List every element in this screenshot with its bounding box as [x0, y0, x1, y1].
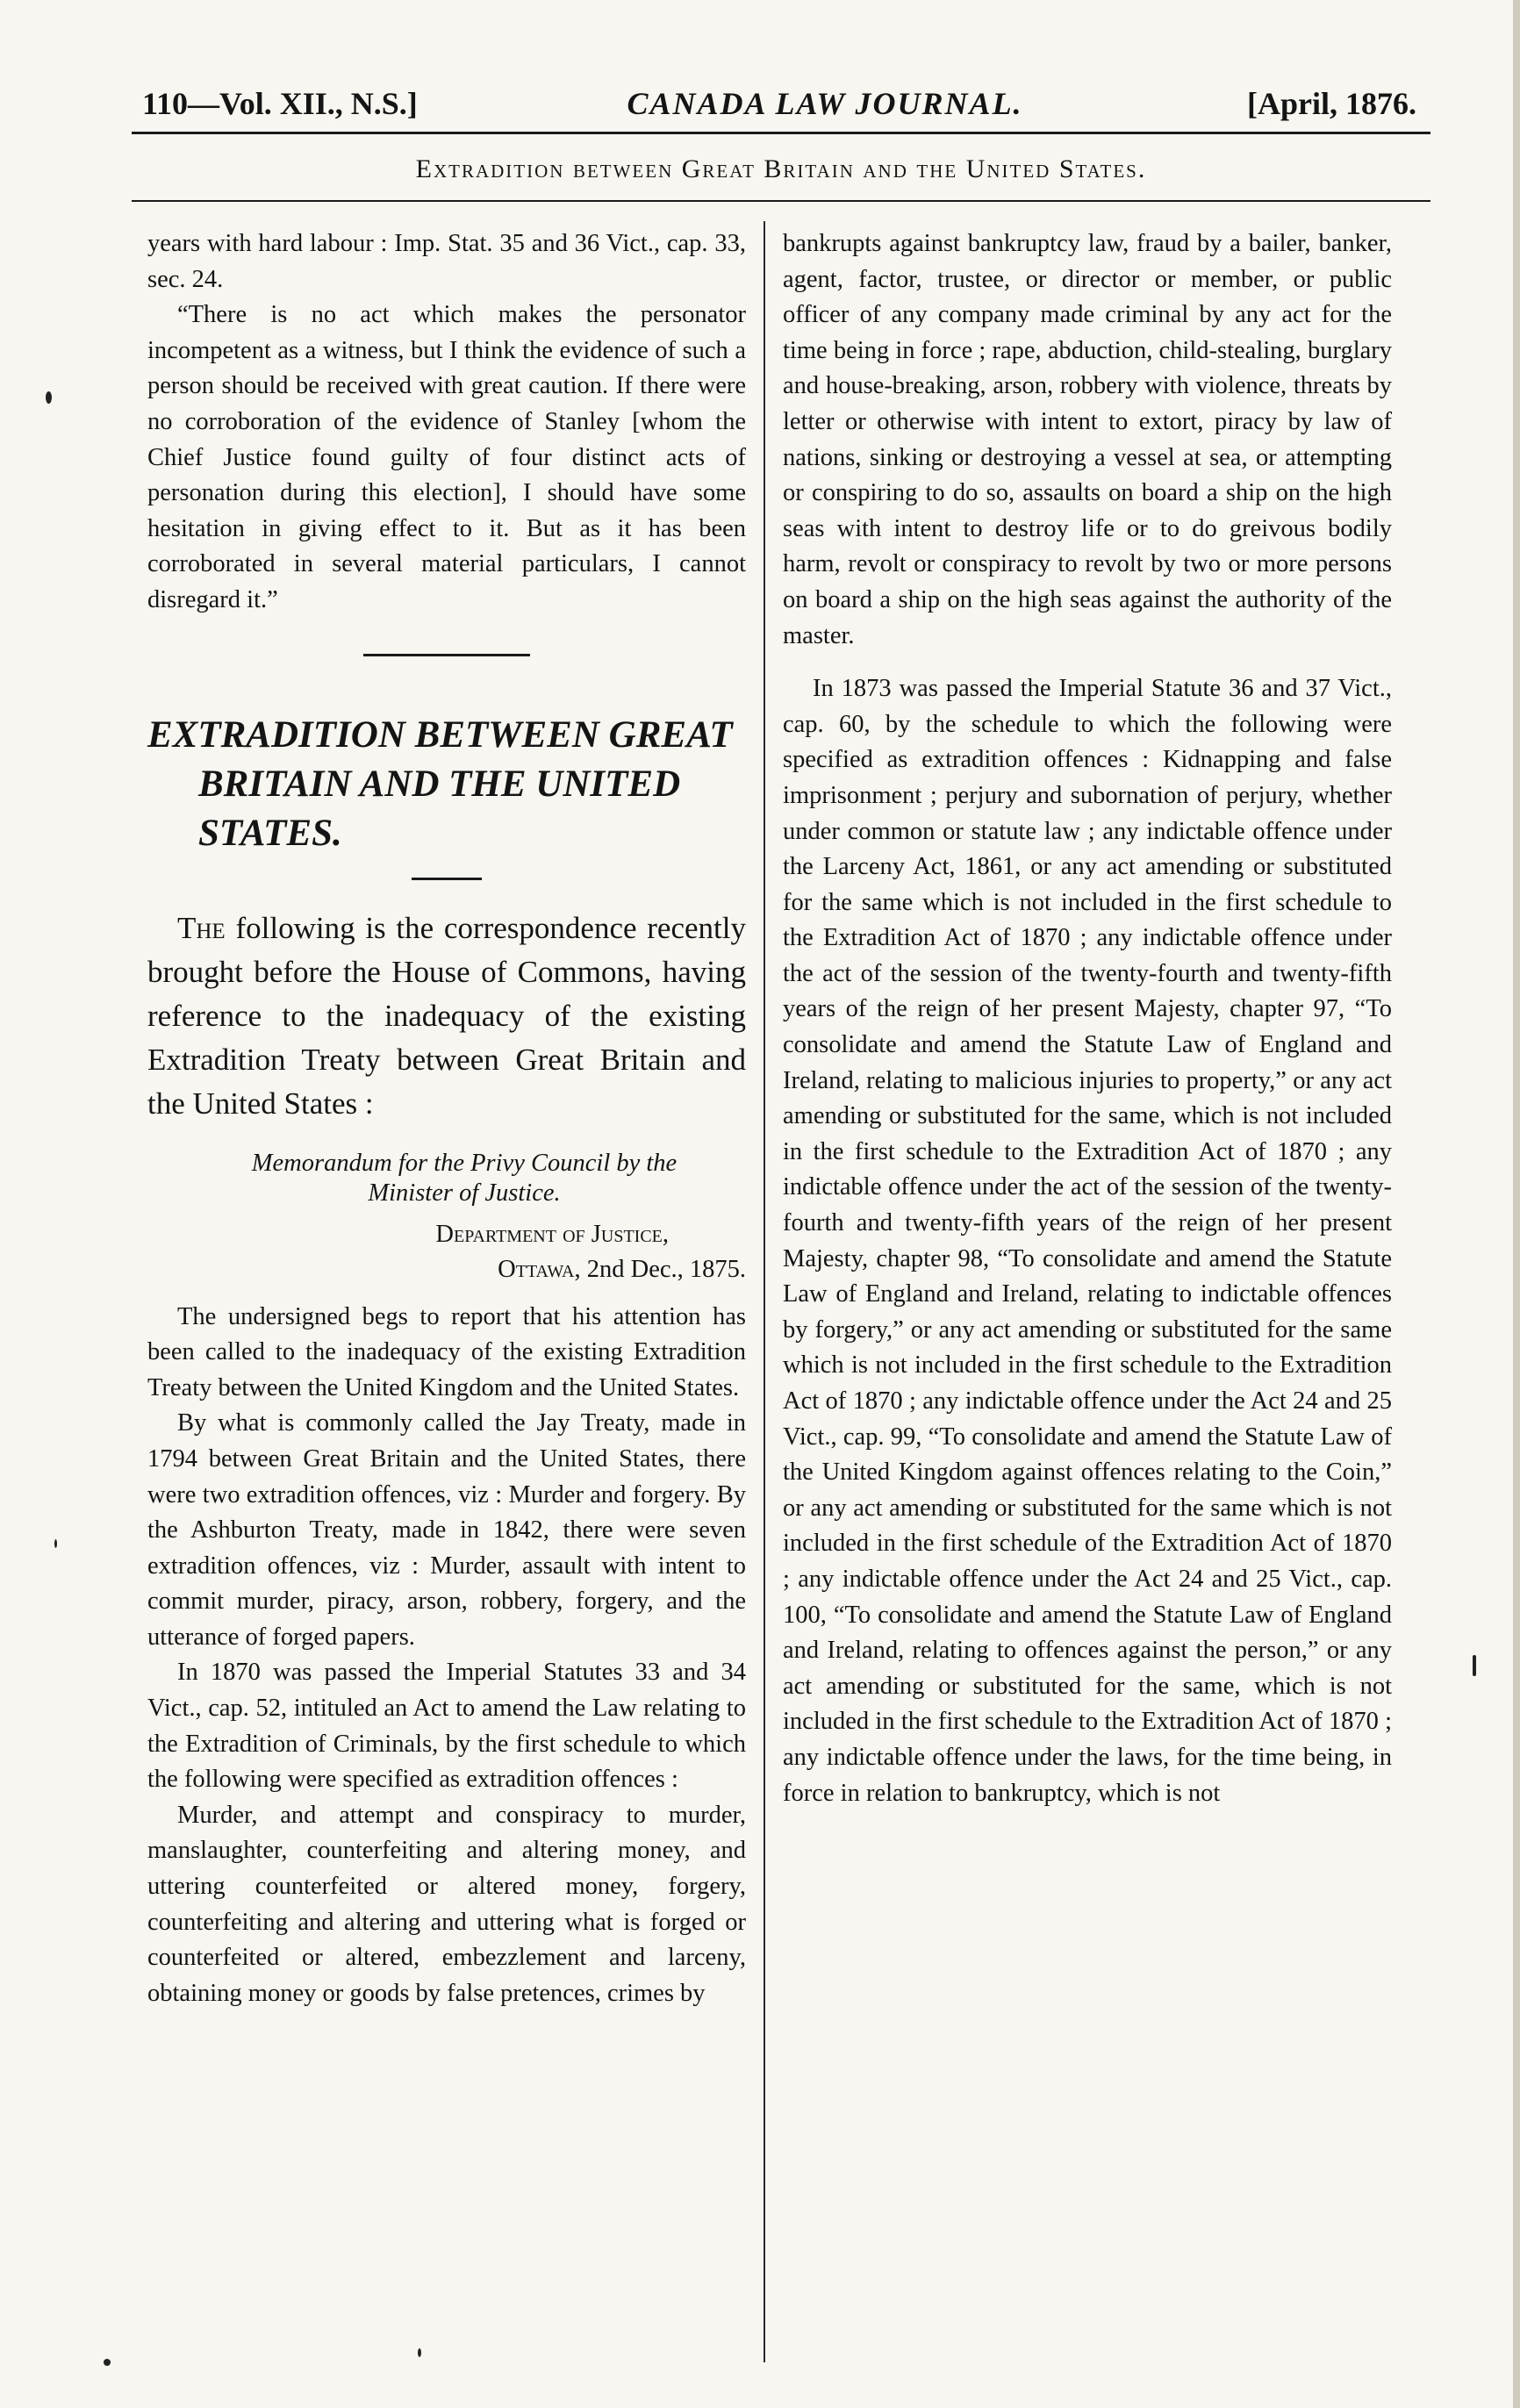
section-title: Extradition between Great Britain and the United States.	[415, 154, 1147, 183]
body-paragraph: bankrupts against bankruptcy law, fraud by a bailer, banker, agent, factor, trustee, or director or member, or public officer of any company made criminal by any act for the time being in force ; rape, abduction, child-stealing, burglary and house-breaking, arson, robbery with violence, threats by letter or otherwise with intent to extort, piracy by law of nations, sinking or destroying a vessel at sea, or attempting or conspiring to do so, assaults on board a ship on the high seas with intent to destroy life or to do greivous bodily harm, revolt or conspiracy to revolt by two or more persons on board a ship on the high seas against the authority of the master.	[783, 230, 1392, 649]
section-rule	[132, 200, 1430, 202]
place-date: 2nd Dec., 1875.	[580, 1255, 746, 1283]
title-rule	[412, 878, 482, 880]
article-separator-rule	[363, 654, 530, 656]
body-paragraph: In 1870 was passed the Imperial Statutes 33 and 34 Vict., cap. 52, intituled an Act to amend the Law relating to the Extradition of Criminals, by the first schedule to which the following were specified as extradition offences :	[147, 1659, 746, 1794]
right-column	[783, 226, 1392, 1811]
page-edge	[1513, 0, 1520, 2408]
running-head	[132, 77, 1430, 130]
place-city: Ottawa,	[498, 1255, 581, 1283]
article-title-line-1: EXTRADITION BETWEEN GREAT	[147, 713, 733, 756]
left-column	[147, 226, 746, 2011]
memorandum-line-2: Minister of Justice.	[368, 1179, 561, 1207]
department-line: Department of Justice,	[435, 1220, 669, 1248]
issue-date: [April, 1876.	[1247, 86, 1416, 121]
article-title	[147, 711, 746, 858]
journal-title: CANADA LAW JOURNAL.	[627, 86, 1023, 121]
paragraph-gap	[783, 654, 1392, 671]
intro-first-word: The	[177, 910, 226, 945]
column-separator	[764, 221, 765, 2362]
memorandum-heading	[183, 1149, 746, 1208]
scan-speck	[1473, 1655, 1476, 1676]
scan-speck	[54, 1539, 57, 1548]
body-paragraph: By what is commonly called the Jay Treaty, made in 1794 between Great Britain and the United States, there were two extradition offences, viz : Murder and forgery. By the Ashburton Treaty, made in 1842, there were seven extradition offences, viz : Murder, assault with intent to commit murder, piracy, arson, robbery, forgery, and the utterance of forged papers.	[147, 1409, 746, 1651]
place-date-line	[147, 1252, 746, 1287]
body-paragraph: The undersigned begs to report that his attention has been called to the inadequacy of the existing Extradition Treaty between the United Kingdom and the United States.	[147, 1302, 746, 1401]
continuation-paragraph: years with hard labour : Imp. Stat. 35 and 36 Vict., cap. 33, sec. 24.	[147, 230, 746, 293]
scan-speck	[104, 2359, 111, 2366]
page-number-volume: 110—Vol. XII., N.S.]	[142, 86, 418, 121]
scan-speck	[418, 2348, 421, 2357]
memorandum-line-1: Memorandum for the Privy Council by the	[251, 1149, 678, 1177]
scan-speck	[46, 391, 52, 404]
article-title-line-2: BRITAIN AND THE UNITED STATES.	[198, 763, 681, 854]
intro-text: following is the correspondence recently brought before the House of Commons, having reference to the inadequacy of the existing Extradition Treaty between Great Britain and the United States :	[147, 910, 746, 1121]
quotation-paragraph: “There is no act which makes the personator incompetent as a witness, but I think the evidence of such a person should be received with great caution. If there were no corroboration of the evidence of Stanley [whom the Chief Justice found guilty of four distinct acts of personation during this election], I should have some hesitation in giving effect to it. But as it has been corroborated in several material particulars, I cannot disregard it.”	[147, 301, 746, 613]
body-paragraph: Murder, and attempt and conspiracy to murder, manslaughter, counterfeiting and altering money, and uttering counterfeited or altered money, forgery, counterfeiting and altering and uttering what is forged or counterfeited or altered, embezzlement and larceny, obtaining money or goods by false pretences, crimes by	[147, 1801, 746, 2007]
header-rule	[132, 132, 1430, 134]
intro-paragraph	[147, 907, 746, 1126]
body-paragraph: In 1873 was passed the Imperial Statute 36 and 37 Vict., cap. 60, by the schedule to which the following were specified as extradition offences : Kidnapping and false imprisonment ; perjury and subornation of perjury, whether under common or statute law ; any indictable offence under the Larceny Act, 1861, or any act amending or substituted for the same which is not included in the first schedule to the Extradition Act of 1870 ; any indictable offence under the act of the session of the twenty-fourth and twenty-fifth years of the reign of her present Majesty, chapter 97, “To consolidate and amend the Statute Law of England and Ireland, relating to malicious injuries to property,” or any act amending or substituted for the same, which is not included in the first schedule to the Extradition Act of 1870 ; any indictable offence under the act of the session of the twenty-fourth and twenty-fifth years of the reign of her present Majesty, chapter 98, “To consolidate and amend the Statute Law of England and Ireland, relating to indictable offences by forgery,” or any act amending or substituted for the same which is not included in the first schedule to the Extradition Act of 1870 ; any indictable offence under the Act 24 and 25 Vict., cap. 99, “To consolidate and amend the Statute Law of the United Kingdom against offences relating to the Coin,” or any act amending or substituted for the same which is not included in the first schedule of the Extradition Act of 1870 ; any indictable offence under the Act 24 and 25 Vict., cap. 100, “To consolidate and amend the Statute Law of England and Ireland, relating to offences against the person,” or any act amending or substituted for the same, which is not included in the first schedule to the Extradition Act of 1870 ; any indictable offence under the laws, for the time being, in force in relation to bankruptcy, which is not	[783, 675, 1392, 1807]
